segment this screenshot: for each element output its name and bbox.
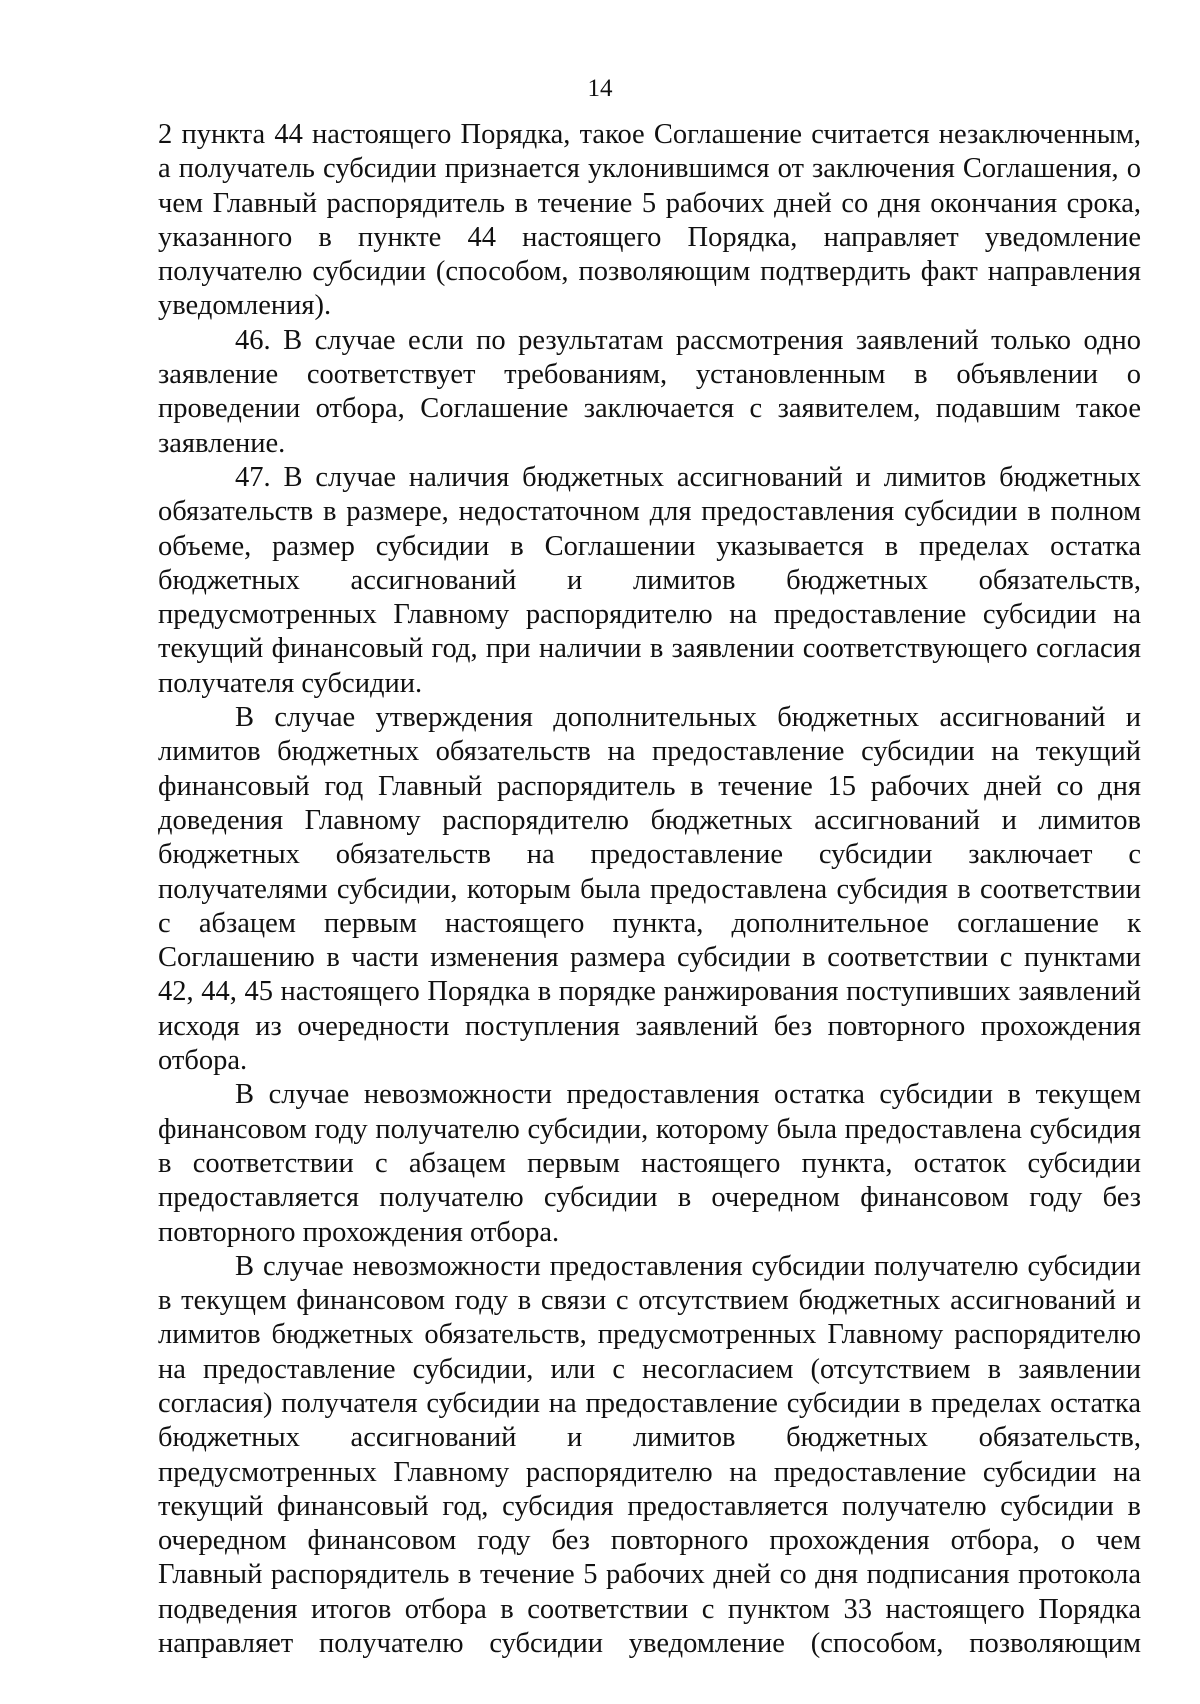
paragraph-item-46: 46. В случае если по результатам рассмотрения заявлений только одно заявление соответствует требованиям, установленным в объявлении о проведении отбора, Соглашение заключается с заявителем, подавшим такое заявление. [158,324,1141,459]
paragraph-impossibility-of-subsidy: В случае невозможности предоставления субсидии получателю субсидии в текущем финансовом году в связи с отсутствием бюджетных ассигнований и лимитов бюджетных обязательств, предусмотренных Главному распорядителю на предоставление субсидии, или с несогласием (отсутствием в заявлении согласия) получателя субсидии на предоставление субсидии в пределах остатка бюджетных ассигнований и лимитов бюджетных обязательств, предусмотренных Главному распорядителю на предоставление субсидии на текущий финансовый год, субсидия предоставляется получателю субсидии в очередном финансовом году без повторного прохождения отбора, о чем Главный распорядитель в течение 5 рабочих дней со дня подписания протокола подведения итогов отбора в соответствии с пунктом 33 настоящего Порядка направляет получателю субсидии уведомление (способом, позволяющим [158,1250,1141,1660]
paragraph-item-47: 47. В случае наличия бюджетных ассигнований и лимитов бюджетных обязательств в размере, недостаточном для предоставления субсидии в полном объеме, размер субсидии в Соглашении указывается в пределах остатка бюджетных ассигнований и лимитов бюджетных обязательств, предусмотренных Главному распорядителю на предоставление субсидии на текущий финансовый год, при наличии в заявлении соответствующего согласия получателя субсидии. [158,461,1141,699]
paragraph-remainder-next-year: В случае невозможности предоставления остатка субсидии в текущем финансовом году получателю субсидии, которому была предоставлена субсидия в соответствии с абзацем первым настоящего пункта, остаток субсидии предоставляется получателю субсидии в очередном финансовом году без повторного прохождения отбора. [158,1079,1141,1248]
document-body [158,118,1141,1661]
paragraph-additional-allocations: В случае утверждения дополнительных бюджетных ассигнований и лимитов бюджетных обязательств на предоставление субсидии на текущий финансовый год Главный распорядитель в течение 15 рабочих дней со дня доведения Главному распорядителю бюджетных ассигнований и лимитов бюджетных обязательств на предоставление субсидии заключает с получателями субсидии, которым была предоставлена субсидия в соответствии с абзацем первым настоящего пункта, дополнительное соглашение к Соглашению в части изменения размера субсидии в соответствии с пунктами 42, 44, 45 настоящего Порядка в порядке ранжирования поступивших заявлений исходя из очередности поступления заявлений без повторного прохождения отбора. [158,702,1141,1077]
page-number: 14 [587,75,613,102]
paragraph-continuation: 2 пункта 44 настоящего Порядка, такое Соглашение считается незаключенным, а получатель субсидии признается уклонившимся от заключения Соглашения, о чем Главный распорядитель в течение 5 рабочих дней со дня окончания срока, указанного в пункте 44 настоящего Порядка, направляет уведомление получателю субсидии (способом, позволяющим подтвердить факт направления уведомления). [158,119,1141,322]
